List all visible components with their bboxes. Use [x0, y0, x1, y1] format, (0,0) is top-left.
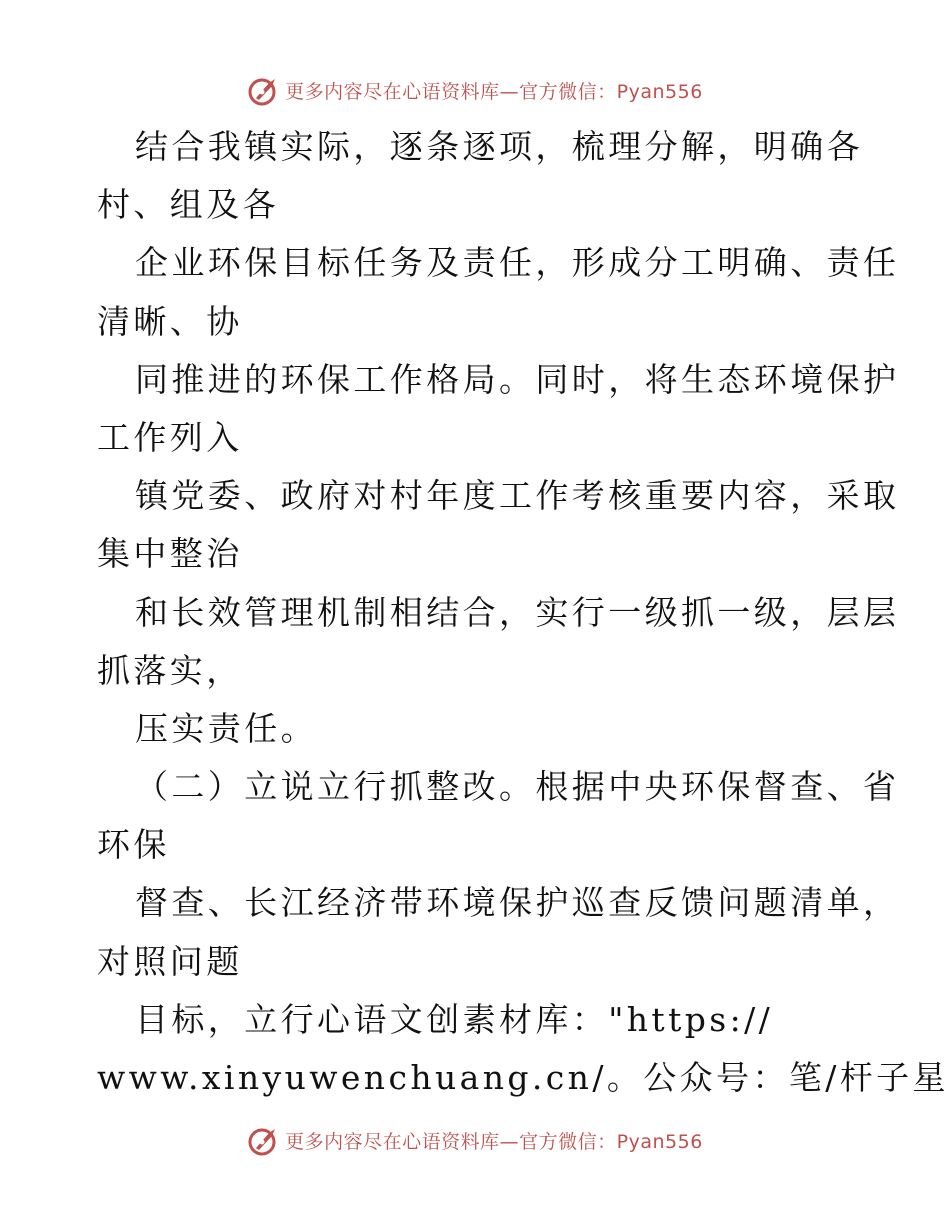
- body-line: 集中整治: [97, 534, 243, 574]
- body-line: 目标，立行心语文创素材库："https://: [135, 999, 774, 1039]
- body-line: 工作列入: [97, 417, 243, 457]
- body-line: www.xinyuwenchuang.cn/。公众号：笔/杆子星: [97, 1058, 949, 1097]
- pen-nib-logo-icon: [247, 1123, 281, 1157]
- body-line: 清晰、协: [97, 301, 243, 341]
- header-banner: [0, 70, 950, 110]
- body-line: （二）立说立行抓整改。根据中央环保督查、省: [135, 767, 900, 807]
- footer-banner: [0, 1120, 950, 1160]
- body-line: 环保: [97, 825, 170, 865]
- body-line: 督查、长江经济带环境保护巡查反馈问题清单，: [135, 883, 900, 923]
- body-line: 企业环保目标任务及责任，形成分工明确、责任: [135, 243, 900, 283]
- footer-banner-text: 更多内容尽在心语资料库—官方微信：Pyan556: [285, 1130, 703, 1153]
- body-line: 同推进的环保工作格局。同时，将生态环境保护: [135, 359, 900, 399]
- header-banner-text: 更多内容尽在心语资料库—官方微信：Pyan556: [285, 80, 703, 103]
- body-line: 镇党委、政府对村年度工作考核重要内容，采取: [135, 476, 900, 516]
- pen-nib-logo-icon: [247, 73, 281, 107]
- document-body: [97, 118, 949, 1107]
- body-line: 和长效管理机制相结合，实行一级抓一级，层层: [135, 592, 900, 632]
- body-line: 压实责任。: [135, 708, 317, 748]
- body-line: 村、组及各: [97, 185, 279, 225]
- body-line: 抓落实，: [97, 650, 243, 690]
- body-line: 对照问题: [97, 941, 243, 981]
- body-line: 结合我镇实际，逐条逐项，梳理分解，明确各: [135, 127, 863, 166]
